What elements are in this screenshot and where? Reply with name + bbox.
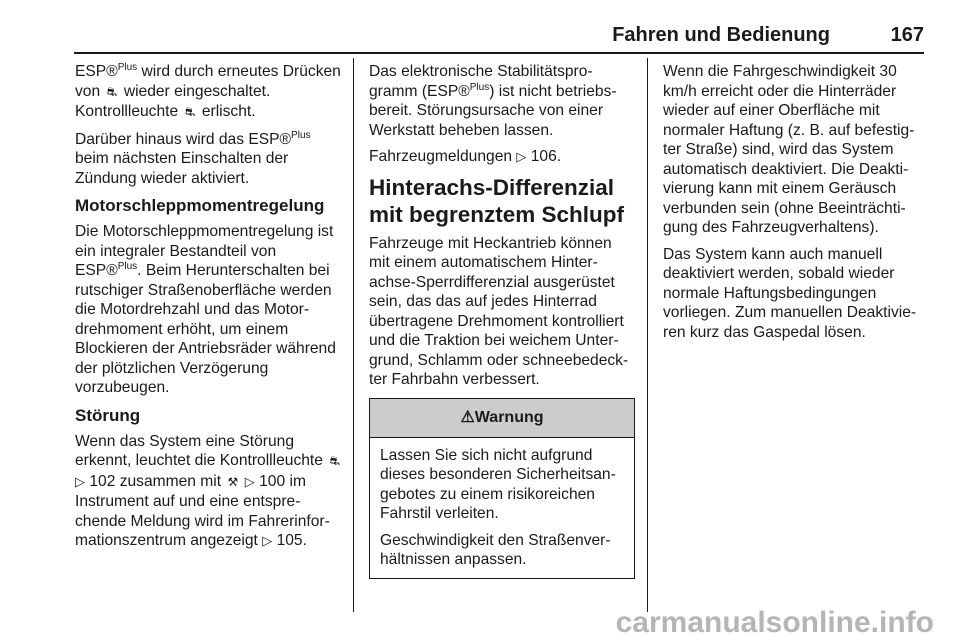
- page-reference-icon: ▷: [244, 473, 255, 489]
- page-link[interactable]: 105: [276, 532, 303, 549]
- esp-off-icon: ⛐: [106, 84, 118, 99]
- warning-title: Warnung: [474, 408, 544, 426]
- warning-text-2: Geschwindigkeit den Straßenverhältnissen anpassen.: [380, 531, 611, 568]
- watermark: carmanualsonline.info: [615, 606, 934, 639]
- auto-deactivation-paragraph: Wenn die Fahrgeschwindigkeit 30 km/h erreicht oder die Hinterräder wieder auf einer Oberfläche mit normaler Haftung (z. B. auf befestigter Straße) sind, wird das System automatisch deaktiviert. Die Deaktivierung kann mit einem Geräusch verbunden sein (ohne Beeinträchtigung des Fahrzeugverhaltens).: [663, 63, 915, 236]
- page-link[interactable]: 106: [530, 148, 557, 165]
- warning-body: [370, 438, 634, 578]
- warning-header: [370, 399, 634, 438]
- page-link[interactable]: 102: [89, 472, 116, 490]
- column-3: [663, 62, 925, 349]
- section-title: Fahren und Bedienung: [612, 24, 830, 46]
- esp-ignition-paragraph: Darüber hinaus wird das ESP®$^{Plus}$ beim nächsten Einschalten der Zündung wieder aktiviert.: [75, 129, 311, 187]
- esp-icon: ⛐: [329, 454, 340, 468]
- manual-deactivation-paragraph: Das System kann auch manuell deaktiviert werden, sobald wieder normale Haftungsbedingungen vorliegen. Zum manuellen Deaktivieren kurz das Gaspedal lösen.: [663, 245, 917, 341]
- column-divider-1: [353, 58, 354, 612]
- page-link[interactable]: 100: [259, 472, 286, 490]
- page-reference-icon: ▷: [75, 473, 85, 489]
- column-divider-2: [647, 58, 648, 612]
- page-number: 167: [890, 24, 924, 46]
- warning-box: [369, 398, 635, 579]
- column-2: [369, 62, 635, 579]
- service-wrench-icon: ⚒: [227, 474, 239, 489]
- stoerung-paragraph: Wenn das System eine Störung erkennt, leuchtet die Kontrollleuchte ⛐ ▷ 102 zusammen mit ⚒ ▷ 100 im Instrument auf und eine entsprechende Meldung wird im Fahrerinformationszentrum angezeigt ▷ 105.: [75, 432, 343, 551]
- heading-differenzial: Hinterachs-Differenzial mit begrenztem Schlupf: [369, 174, 625, 227]
- page-header: [0, 0, 960, 56]
- vehicle-messages-paragraph: Fahrzeugmeldungen ▷ 106.: [369, 148, 562, 165]
- esp-fault-paragraph: Das elektronische Stabilitätsprogramm (ESP®$^{Plus}$) ist nicht betriebsbereit. Störungsursache von einer Werkstatt beheben lassen.: [369, 63, 617, 139]
- heading-motorschleppmoment: Motorschleppmomentregelung: [75, 196, 325, 215]
- page-reference-icon: ▷: [516, 149, 527, 164]
- differenzial-paragraph: Fahrzeuge mit Heckantrieb können mit einem automatischem Hinterachse-Sperrdifferenzial ausgerüstet sein, das das auf jedes Hinterrad übertragene Drehmoment kontrolliert und die Traktion bei weichem Untergrund, Schlamm oder schneebedeckter Fahrbahn verbessert.: [369, 234, 629, 388]
- warning-triangle-icon: ⚠: [460, 408, 475, 426]
- heading-stoerung: Störung: [75, 405, 141, 425]
- esp-off-icon: ⛐: [184, 105, 196, 119]
- column-1: [75, 62, 343, 558]
- warning-text-1: Lassen Sie sich nicht aufgrund dieses besonderen Sicherheitsangebotes zu einem risikoreichen Fahrstil verleiten.: [380, 446, 616, 522]
- page-reference-icon: ▷: [262, 533, 273, 548]
- esp-reactivate-paragraph: ESP®$^{Plus}$ wird durch erneutes Drücken von ⛐ wieder eingeschaltet. Kontrollleuchte ⛐ erlischt.: [75, 62, 343, 123]
- motorschleppmoment-paragraph: Die Motorschleppmomentregelung ist ein integraler Bestandteil von ESP®$^{Plus}$. Beim Herunterschalten bei rutschiger Straßenoberfläche werden die Motordrehzahl und das Motordrehmoment erhöht, um einem Blockieren der Antriebsräder während der plötzlichen Verzögerung vorzubeugen.: [75, 223, 336, 396]
- header-rule: [74, 52, 924, 54]
